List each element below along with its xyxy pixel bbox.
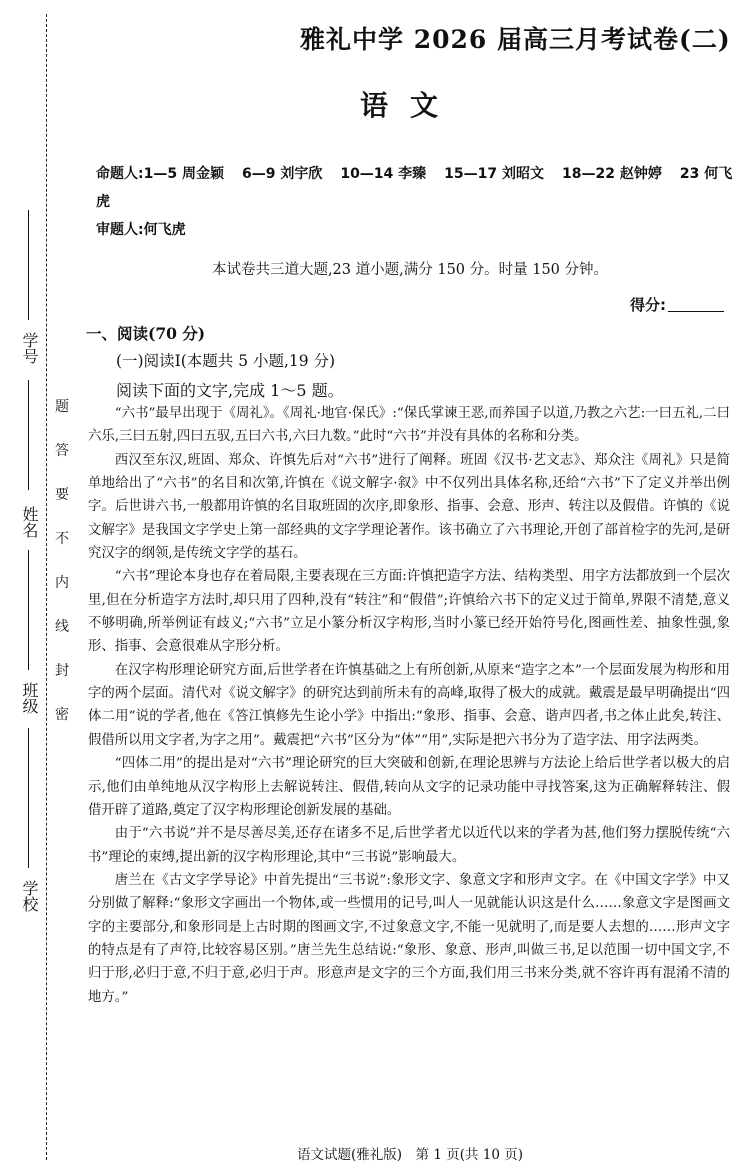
passage-paragraph: 由于“六书说”并不是尽善尽美,还存在诸多不足,后世学者尤以近代以来的学者为甚,他们努力摆脱传统“六书”理论的束缚,提出新的汉字构形理论,其中“三书说”影响最大。 [88,826,730,865]
passage-paragraph: “六书”理论本身也存在着局限,主要表现在三方面:许慎把造字方法、结构类型、用字方法都放到一个层次里,但在分析造字方法时,却只用了四种,没有“转注”和“假借”;许慎给六书下的定义过于简单,界限不清楚,意义不够明确,所举例证有歧义;“六书”立足小篆分析汉字构形,当时小篆已经开始符号化,图画性差、抽象性强,象形、指事、会意很难从字形分析。 [88,569,730,655]
score-label: 得分: [630,296,666,314]
exam-intro: 本试卷共三道大题,23 道小题,满分 150 分。时量 150 分钟。 [211,262,609,278]
setter: 23 何飞虎 [96,166,733,210]
authors-block [96,160,736,244]
class-label: 班级 [20,682,39,714]
notice-char: 线 [55,619,69,635]
notice-char: 内 [55,575,69,591]
subject-title: 语文 [359,89,460,122]
notice-char: 不 [55,531,69,547]
reading-passage [88,402,730,1009]
subsection-title: (一)阅读Ⅰ(本题共 5 小题,19 分) [116,352,336,370]
setter: 18—22 赵钟婷 [562,166,662,182]
score-blank [668,311,724,312]
school-blank [28,728,29,868]
class-blank [28,550,29,670]
section-title: 一、阅读(70 分) [86,324,206,343]
notice-char: 密 [55,707,69,723]
page-footer: 语文试题(雅礼版) 第 1 页(共 10 页) [297,1147,523,1163]
passage-paragraph: “六书”最早出现于《周礼》。《周礼·地官·保氏》:“保氏掌谏王恶,而养国子以道,乃教之六艺:一曰五礼,二曰六乐,三曰五射,四曰五驭,五曰六书,六曰九数。”此时“六书”并没有具体的名称和分类。 [88,406,730,445]
reading-instruction: 阅读下面的文字,完成 1～5 题。 [116,381,344,400]
setter: 15—17 刘昭文 [444,166,545,182]
passage-paragraph: 西汉至东汉,班固、郑众、许慎先后对“六书”进行了阐释。班固《汉书·艺文志》、郑众注《周礼》只是简单地给出了“六书”的名目和次第,许慎在《说文解字·叙》中不仅列出具体名称,还给“六书”下了定义并举出例字。后世讲六书,一般都用许慎的名目取班固的次序,即象形、指事、会意、形声、转注以及假借。许慎的《说文解字》是我国文字学史上第一部经典的文字学理论著作。该书确立了六书理论,开创了部首检字的先河,是研究汉字的纲领,是传统文字学的基石。 [88,452,730,562]
binding-margin [0,0,80,1176]
passage-paragraph: “四体二用”的提出是对“六书”理论研究的巨大突破和创新,在理论思辨与方法论上给后世学者以极大的启示,他们由单纯地从汉字构形上去解说转注、假借,转向从文字的记录功能中寻找答案,这为正确解释转注、假借开辟了道路,奠定了汉字构形理论创新发展的基础。 [88,756,730,818]
name-blank [28,380,29,490]
student-id-label: 学号 [20,332,39,364]
score-field [630,294,724,315]
notice-char: 题 [55,399,69,415]
notice-char: 封 [55,663,69,679]
school-label: 学校 [20,880,39,912]
exam-title: 雅礼中学 2026 届高三月考试卷(二) [300,25,731,54]
name-label: 姓名 [20,506,39,538]
notice-char: 要 [55,487,69,503]
setter: 命题人:1—5 周金颖 [96,166,224,182]
notice-char: 答 [55,443,69,459]
seal-line [46,14,47,1160]
passage-paragraph: 在汉字构形理论研究方面,后世学者在许慎基础之上有所创新,从原来“造字之本”一个层面发展为构形和用字的两个层面。清代对《说文解字》的研究达到前所未有的高峰,取得了极大的成就。戴震是最早明确提出“四体二用”说的学者,他在《答江慎修先生论小学》中指出:“象形、指事、会意、谐声四者,书之体止此矣,转注、假借所以用文字者,为字之用”。戴震把“六书”区分为“体”“用”,实际是把六书分为了造字法、用字法两类。 [88,662,730,748]
setter: 6—9 刘宇欣 [241,166,323,182]
setter: 10—14 李臻 [340,166,427,182]
passage-paragraph: 唐兰在《古文字学导论》中首先提出“三书说”:象形文字、象意文字和形声文字。在《中国文字学》中又分别做了解释:“象形文字画出一个物体,或一些惯用的记号,叫人一见就能认识这是什么……象意文字是图画文字的主要部分,和象形同是上古时期的图画文字,不过象意文字,不能一见就明了,而是要人去想的……形声文字的特点是有了声符,比较容易区别。”唐兰先生总结说:“象形、象意、形声,叫做三书,足以范围一切中国文字,不归于形,必归于意,不归于意,必归于声。形意声是文字的三个方面,我们用三书来分类,就不容许再有混淆不清的地方。” [88,872,730,1005]
question-setters [96,160,736,216]
reviewer: 审题人:何飞虎 [96,222,186,238]
